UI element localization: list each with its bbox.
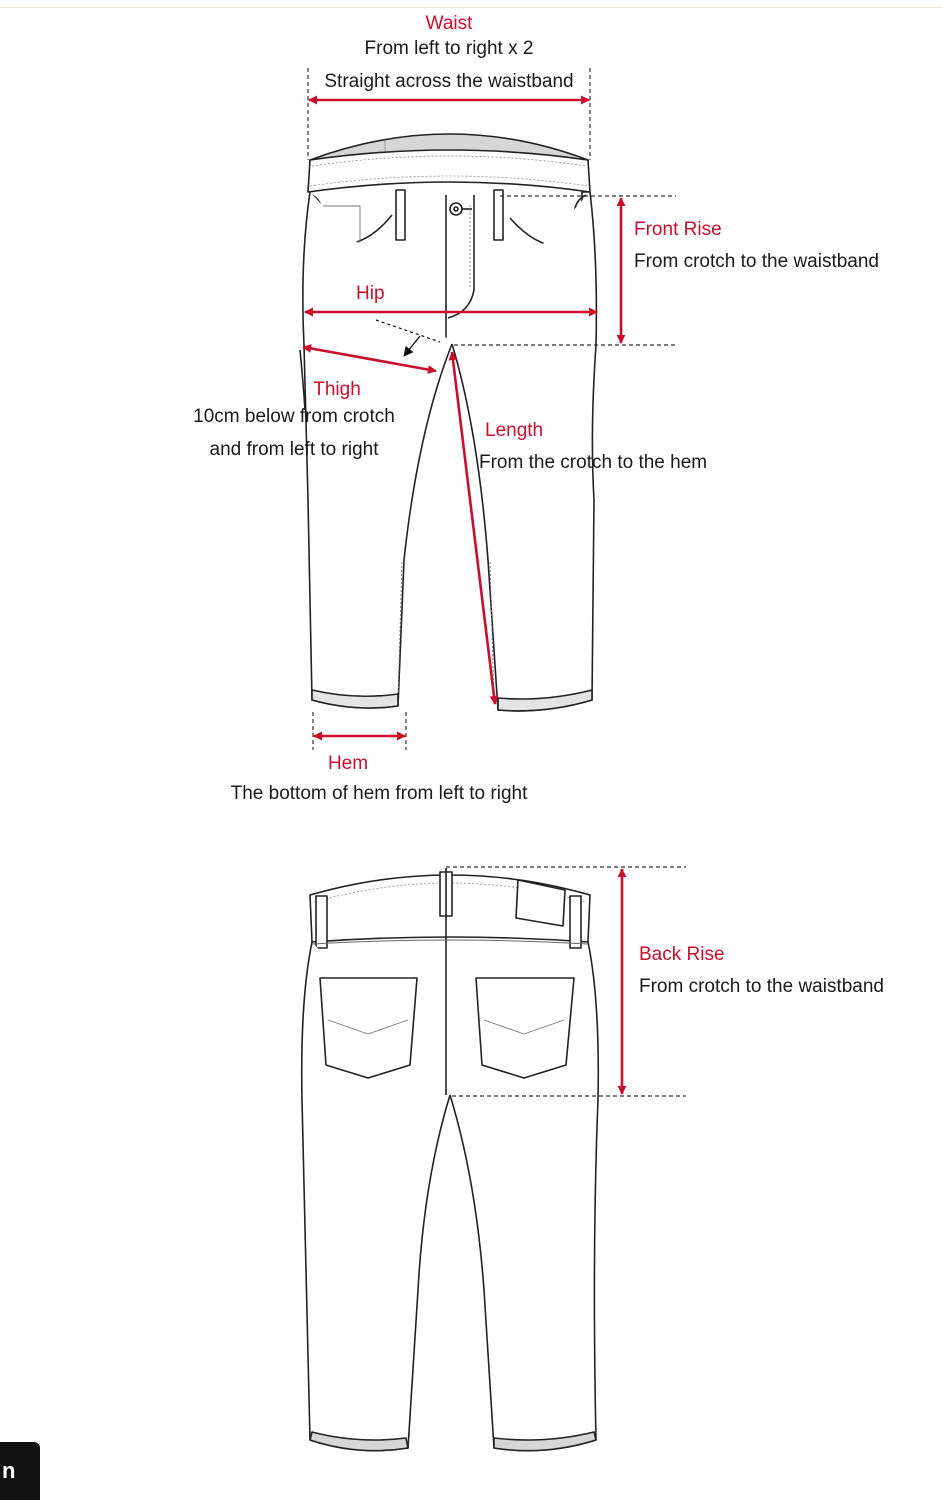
thigh-label: Thigh (313, 379, 361, 400)
front-rise-desc: From crotch to the waistband (634, 251, 879, 272)
length-label: Length (485, 420, 544, 441)
thigh-desc-2: and from left to right (209, 439, 379, 460)
thigh-desc-1: 10cm below from crotch (193, 406, 395, 427)
waist-desc-1: From left to right x 2 (364, 38, 534, 59)
front-rise-label: Front Rise (634, 219, 722, 240)
hip-label: Hip (356, 283, 385, 304)
hem-label: Hem (327, 753, 369, 774)
waist-desc-2: Straight across the waistband (324, 71, 574, 92)
length-desc: From the crotch to the hem (479, 452, 708, 473)
back-rise-desc: From crotch to the waistband (639, 976, 884, 997)
waist-label: Waist (425, 13, 473, 34)
back-jeans-drawing (302, 868, 599, 1451)
corner-tab[interactable]: n (0, 1442, 40, 1500)
hem-desc: The bottom of hem from left to right (230, 783, 528, 804)
back-rise-label: Back Rise (639, 944, 725, 965)
